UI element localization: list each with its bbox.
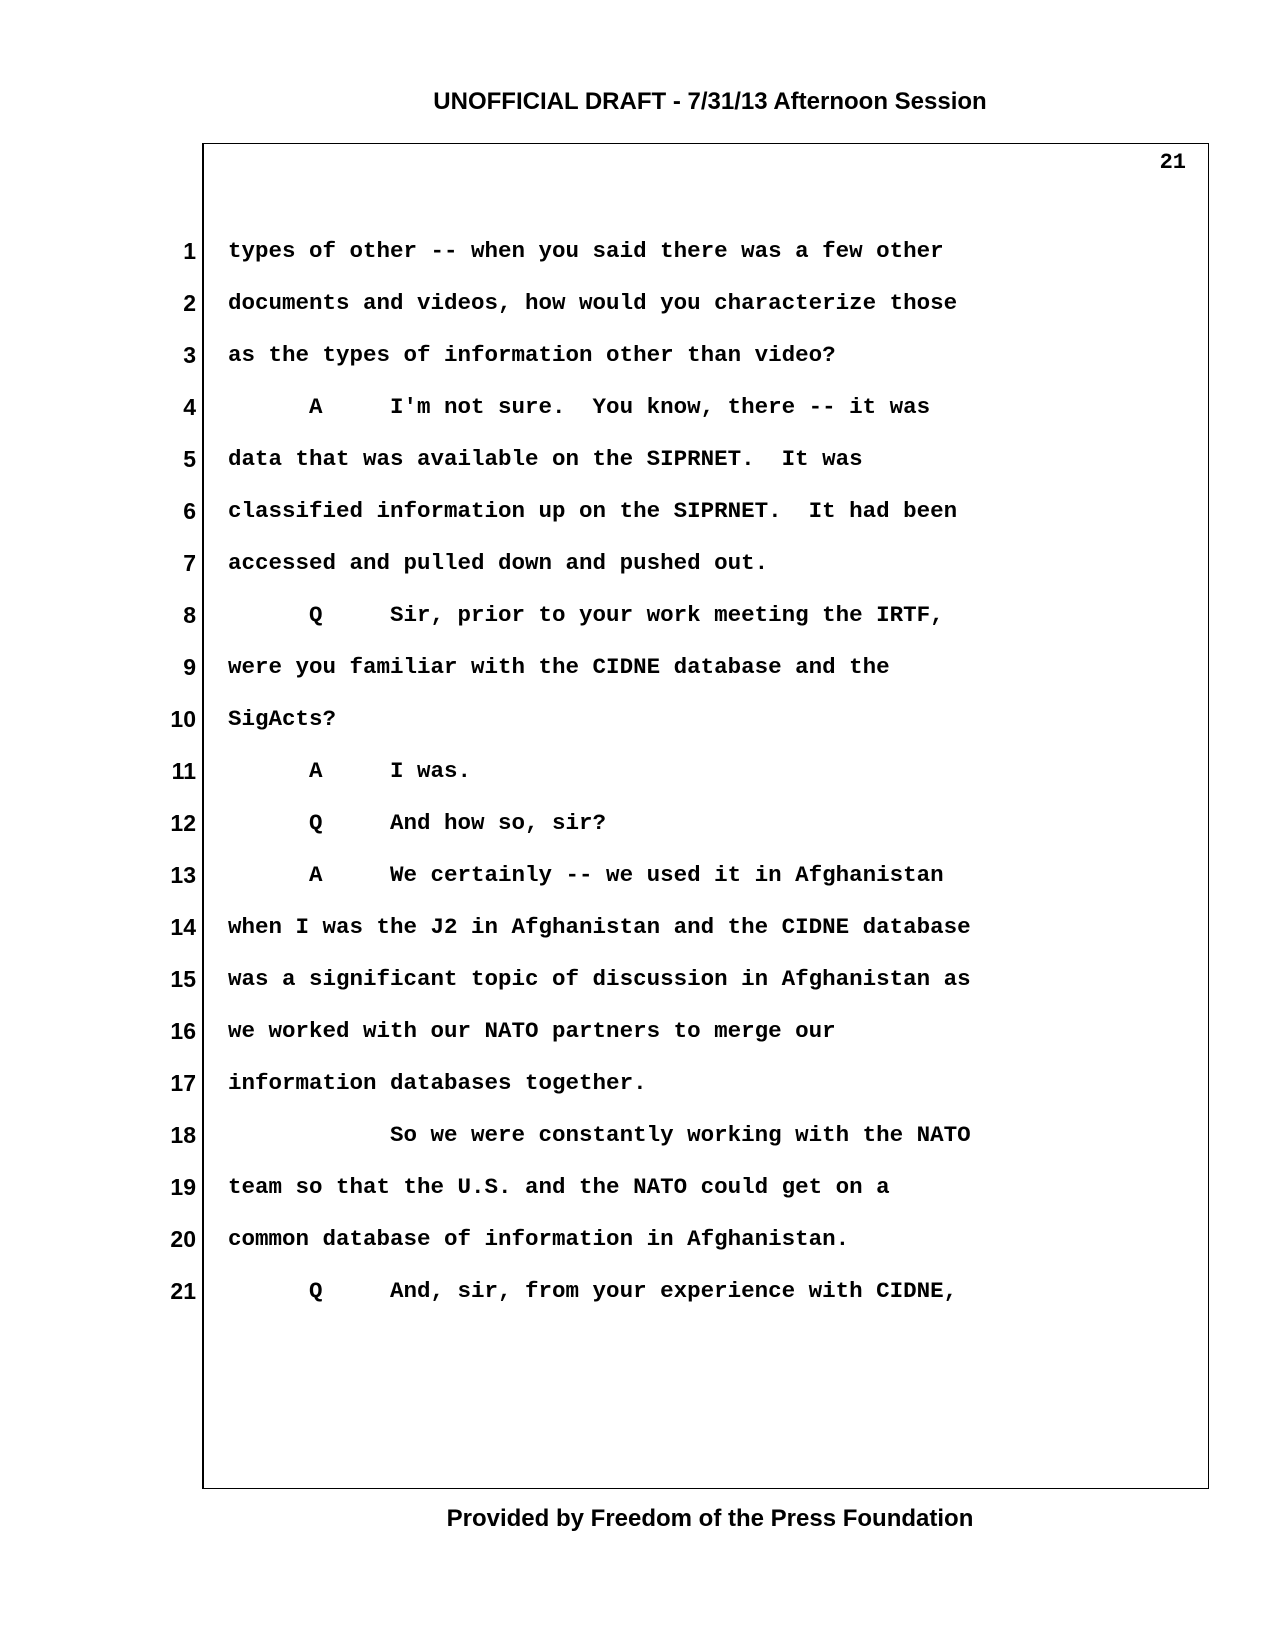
line-number: 21 <box>170 1278 196 1304</box>
transcript-line: types of other -- when you said there was a few other <box>228 238 944 264</box>
line-number: 16 <box>170 1018 196 1044</box>
line-number: 6 <box>183 498 196 524</box>
line-number: 14 <box>170 914 196 940</box>
transcript-line: So we were constantly working with the NATO <box>228 1122 971 1148</box>
page-number: 21 <box>1159 150 1186 175</box>
transcript-line: when I was the J2 in Afghanistan and the CIDNE database <box>228 914 971 940</box>
line-number: 12 <box>170 810 196 836</box>
line-number: 4 <box>183 394 196 420</box>
line-number: 1 <box>183 238 196 264</box>
transcript-line: Q And how so, sir? <box>228 810 607 836</box>
line-number: 9 <box>183 654 196 680</box>
line-number: 17 <box>170 1070 196 1096</box>
transcript-line: A I'm not sure. You know, there -- it was <box>228 394 931 420</box>
transcript-line: accessed and pulled down and pushed out. <box>228 550 769 576</box>
transcript-line: common database of information in Afghanistan. <box>228 1226 850 1252</box>
transcript-line: Q And, sir, from your experience with CIDNE, <box>228 1278 958 1304</box>
transcript-line: classified information up on the SIPRNET. It had been <box>228 498 958 524</box>
line-number: 15 <box>170 966 196 992</box>
line-number: 11 <box>171 758 196 784</box>
transcript-line: A We certainly -- we used it in Afghanistan <box>228 862 944 888</box>
transcript-line: A I was. <box>228 758 472 784</box>
line-number: 7 <box>183 550 196 576</box>
line-number: 19 <box>170 1174 196 1200</box>
transcript-line: Q Sir, prior to your work meeting the IRTF, <box>228 602 944 628</box>
line-number: 18 <box>170 1122 196 1148</box>
transcript-line: data that was available on the SIPRNET. It was <box>228 446 863 472</box>
line-number-column <box>130 237 196 1329</box>
line-number: 2 <box>183 290 196 316</box>
transcript-line: team so that the U.S. and the NATO could get on a <box>228 1174 890 1200</box>
line-number: 10 <box>170 706 196 732</box>
transcript-line: SigActs? <box>228 706 337 732</box>
transcript-line: as the types of information other than video? <box>228 342 836 368</box>
transcript-line: were you familiar with the CIDNE database and the <box>228 654 890 680</box>
line-number: 3 <box>183 342 196 368</box>
line-number: 8 <box>183 602 196 628</box>
line-number: 13 <box>170 862 196 888</box>
transcript-line: we worked with our NATO partners to merge our <box>228 1018 836 1044</box>
transcript-line: information databases together. <box>228 1070 647 1096</box>
transcript-text <box>228 237 1188 1329</box>
page-header: UNOFFICIAL DRAFT - 7/31/13 Afternoon Session <box>433 88 987 115</box>
transcript-line: documents and videos, how would you characterize those <box>228 290 958 316</box>
line-number: 20 <box>170 1226 196 1252</box>
line-number: 5 <box>183 446 196 472</box>
transcript-line: was a significant topic of discussion in Afghanistan as <box>228 966 971 992</box>
page-footer: Provided by Freedom of the Press Foundation <box>446 1505 974 1532</box>
